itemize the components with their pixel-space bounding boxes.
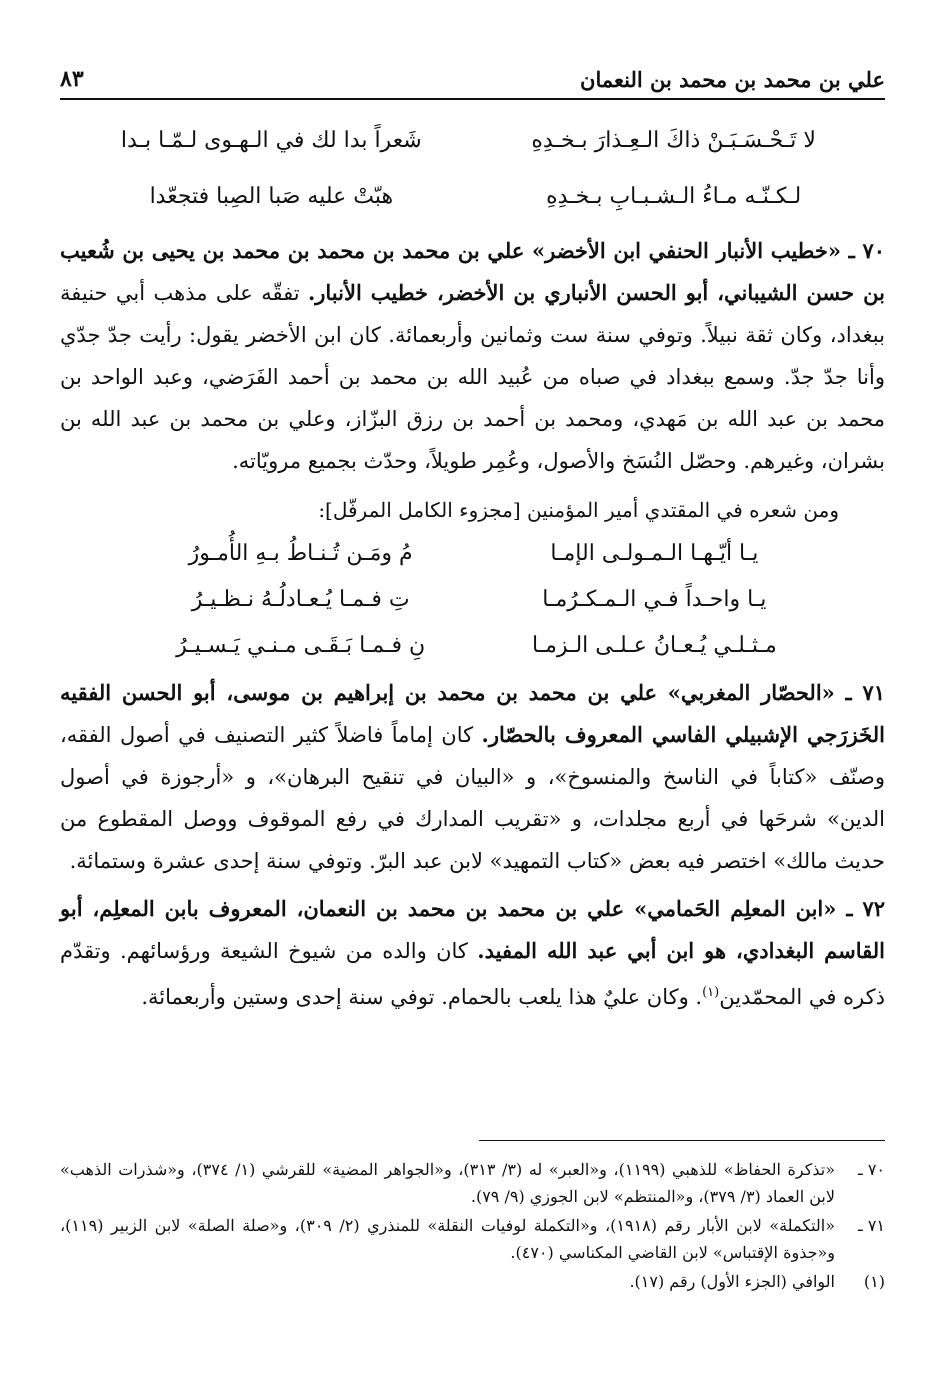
verse-first-hemistich: مـثـلـي يُـعـانُ عـلـى الـزمـا xyxy=(531,632,777,658)
footnote-number: ٧٠ ـ xyxy=(858,1160,885,1179)
footnote-separator xyxy=(479,1140,885,1141)
entry-70-body: تفقّه على مذهب أبي حنيفة ببغداد، وكان ثقة نبيلاً. وتوفي سنة ست وثمانين وأربعمائة. كان ابن الأخضر يقول: رأيت جدّ جدّي وأنا جدّ جدّ. وسمع ببغداد في صباه من عُبيد الله بن محمد بن أحمد الفَرَضي، وعبد الواحد بن محمد بن عبد الله بن مَهدي، ومحمد بن أحمد بن رزق البزّاز، وعلي بن محمد بن عبد الله بن بشران، وغيرهم. وحصّل النُسَخ والأصول، وعُمِر طويلاً، وحدّث بجميع مرويّاته. xyxy=(60,281,885,473)
entry-72-body-start: كان والده من شيوخ الشيعة ورؤسائهم. وتقدّم ذكره في المحمّدين xyxy=(60,939,885,1009)
footnote-number: ٧١ ـ xyxy=(858,1216,885,1235)
running-title: علي بن محمد بن محمد بن النعمان xyxy=(580,67,885,92)
footnotes xyxy=(60,1156,885,1297)
verse-line xyxy=(60,576,885,622)
entry-71-body: كان إماماً فاضلاً كثير التصنيف في أصول الفقه، وصنّف «كتاباً في الناسخ والمنسوخ»، و «البيان في تنقيح البرهان»، و «أرجوزة في أصول الدين» شرحَها في أربع مجلدات، و «تقريب المدارك في رفع الموقوف ووصل المقطوع من حديث مالك» اختصر فيه بعض «كتاب التمهيد» لابن عبد البرّ. وتوفي سنة إحدى عشرة وستمائة. xyxy=(60,723,885,873)
entry-70 xyxy=(60,230,885,482)
main-text xyxy=(60,112,885,1018)
entry-72 xyxy=(60,888,885,1018)
footnote xyxy=(60,1156,885,1210)
footnote-reference: (١) xyxy=(702,985,720,1000)
verse-line xyxy=(60,530,885,576)
footnote xyxy=(60,1212,885,1266)
verse-line xyxy=(60,112,885,168)
entry-70-title: ٧٠ ـ «خطيب الأنبار الحنفي ابن الأخضر» علي بن محمد بن محمد بن محمد بن يحيى بن شُعيب بن حسن الشيباني، أبو الحسن الأنباري بن الأخضر، خطيب الأنبار. xyxy=(60,238,885,305)
verse-second-hemistich: تِ فـمـا يُـعـادلُـهُ نـظـيـرُ xyxy=(191,586,410,612)
entry-71 xyxy=(60,672,885,882)
verse-second-hemistich: هبّتْ عليه صَبا الصِبا فتجعّدا xyxy=(149,183,394,209)
running-header xyxy=(60,52,885,100)
footnote-number: (١) xyxy=(863,1272,885,1291)
entry-71-title: ٧١ ـ «الحصّار المغربي» علي بن محمد بن محمد بن إبراهيم بن موسى، أبو الحسن الفقيه الخَزرَجي الإشبيلي الفاسي المعروف بالحصّار. xyxy=(60,680,885,747)
verse-second-hemistich: مُ ومَـن تُـنـاطُ بـهِ الأُمـورُ xyxy=(188,540,413,566)
entry-72-body-end: . وكان عليٌ هذا يلعب بالحمام. توفي سنة إحدى وستين وأربعمائة. xyxy=(141,985,703,1009)
verse-line xyxy=(60,168,885,224)
entry-72-title: ٧٢ ـ «ابن المعلِم الحَمامي» علي بن محمد بن محمد بن النعمان، المعروف بابن المعلِم، أبو القاسم البغدادي، هو ابن أبي عبد الله المفيد. xyxy=(60,896,886,963)
footnote-text: «التكملة» لابن الأبار رقم (١٩١٨)، و«التكملة لوفيات النقلة» للمنذري (٢/ ٣٠٩)، و«صلة الصلة» لابن الزبير (١١٩)، و«جذوة الإقتباس» لابن القاضي المكناسي (٤٧٠). xyxy=(60,1216,836,1262)
verse-line xyxy=(60,622,885,668)
verse-first-hemistich: لا تَـحْـسَـبَـنْ ذاكَ الـعِـذارَ بـخـدِهِ xyxy=(531,127,816,153)
verse-second-hemistich: شَعراً بدا لك في الـهـوى لـمّـا بـدا xyxy=(120,127,422,153)
verse-first-hemistich: لـكـنّـه مـاءُ الـشـبـابِ بـخـدِهِ xyxy=(546,183,802,209)
footnote-text: الوافي (الجزء الأول) رقم (١٧). xyxy=(629,1272,835,1291)
footnote xyxy=(60,1268,885,1295)
verse-second-hemistich: نِ فـمـا بَـقَـى مـنـي يَـسـيـرُ xyxy=(176,632,426,658)
footnote-text: «تذكرة الحفاظ» للذهبي (١١٩٩)، و«العبر» له (٣/ ٣١٣)، و«الجواهر المضية» للقرشي (١/ ٣٧٤)، و«شذرات الذهب» لابن العماد (٣/ ٣٧٩)، و«المنتظم» لابن الجوزي (٩/ ٧٩). xyxy=(60,1160,836,1206)
verse-first-hemistich: يـا واحـداً فـي الـمـكـرُمـا xyxy=(542,586,767,612)
page-number: ٨٣ xyxy=(60,66,84,92)
verse-first-hemistich: يـا أيّـهـا الـمـولـى الإمـا xyxy=(550,540,759,566)
poem-intro: ومن شعره في المقتدي أمير المؤمنين [مجزوء الكامل المرفّل]: xyxy=(318,498,839,522)
